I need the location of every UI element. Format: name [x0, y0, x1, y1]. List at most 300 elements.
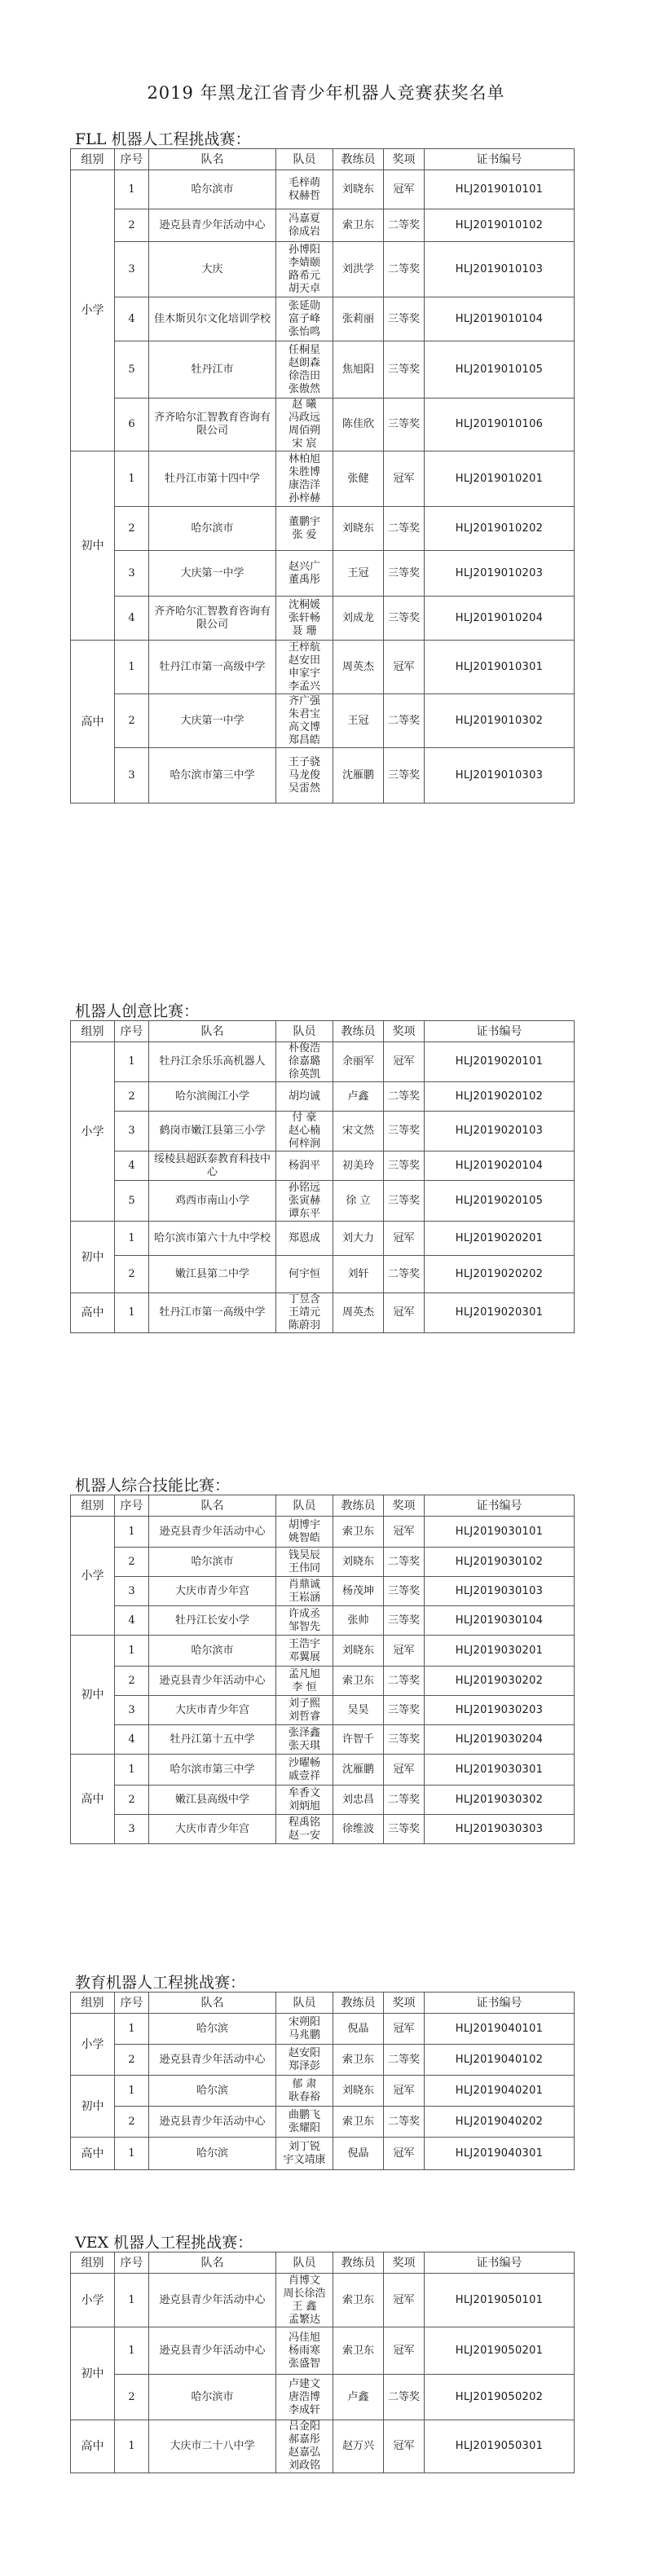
members-cell: [276, 1112, 333, 1151]
award-table: [70, 148, 575, 804]
cert-cell: HLJ2019010101: [425, 170, 575, 209]
cert-cell: HLJ2019030302: [425, 1786, 575, 1815]
member-name: 赵嘉弘: [288, 2446, 320, 2459]
member-name: 邹智先: [288, 1620, 320, 1633]
table-row: [71, 399, 575, 451]
member-name: 富子峰: [288, 312, 320, 325]
team-cell: 哈尔滨闽江小学: [149, 1082, 276, 1112]
group-cell: 初中: [71, 2327, 115, 2420]
member-name: 肖鼎诚: [288, 1578, 320, 1591]
member-name: 张傲然: [288, 382, 320, 395]
table-row: [71, 1667, 575, 1696]
award-cell: 三等奖: [384, 1815, 425, 1844]
team-cell: 牡丹江余乐乐高机器人: [149, 1042, 276, 1082]
member-name: 冯佳旭: [288, 2331, 320, 2344]
no-cell: 5: [115, 1181, 149, 1222]
table-header-row: [71, 149, 575, 170]
member-name: 周长徐浩: [283, 2287, 326, 2300]
members-cell: [276, 748, 333, 804]
cert-cell: HLJ2019010204: [425, 597, 575, 641]
member-name: 张盛智: [288, 2357, 320, 2370]
cert-cell: HLJ2019030301: [425, 1755, 575, 1786]
table-row: [71, 2327, 575, 2375]
team-cell: 牡丹江市第十四中学: [149, 451, 276, 507]
award-cell: 三等奖: [384, 341, 425, 399]
team-header: 队名: [149, 149, 276, 170]
member-name: 李婧颐: [288, 256, 320, 269]
table-row: [71, 1815, 575, 1844]
award-cell: 冠军: [384, 2420, 425, 2473]
no-header: 序号: [115, 2252, 149, 2274]
coach-cell: 刘晓东: [333, 1548, 384, 1577]
cert-cell: HLJ2019030201: [425, 1636, 575, 1667]
cert-cell: HLJ2019020102: [425, 1082, 575, 1112]
award-header: 奖项: [384, 2252, 425, 2274]
member-name: 徐成岩: [288, 225, 320, 238]
coach-cell: 索卫东: [333, 2274, 384, 2327]
members-cell: [276, 341, 333, 399]
member-name: 孙梓赫: [288, 491, 320, 504]
team-cell: 逊克县青少年活动中心: [149, 2327, 276, 2375]
award-cell: 冠军: [384, 641, 425, 694]
coach-cell: 刘晓东: [333, 170, 384, 209]
member-name: 刘丁锐: [288, 2140, 320, 2153]
award-cell: 二等奖: [384, 2045, 425, 2076]
award-cell: 二等奖: [384, 507, 425, 551]
member-name: 胡均诚: [288, 1090, 320, 1103]
team-cell: 哈尔滨市: [149, 2375, 276, 2420]
no-cell: 2: [115, 694, 149, 748]
member-name: 冯嘉夏: [288, 212, 320, 225]
award-cell: 三等奖: [384, 1696, 425, 1725]
table-row: [71, 341, 575, 399]
table-row: [71, 2076, 575, 2107]
award-cell: 三等奖: [384, 1725, 425, 1755]
award-cell: 三等奖: [384, 1151, 425, 1181]
members-cell: [276, 242, 333, 297]
table-row: [71, 2375, 575, 2420]
table-row: [71, 1577, 575, 1606]
coach-cell: 沈雁鹏: [333, 1755, 384, 1786]
coach-cell: 徐 立: [333, 1181, 384, 1222]
member-name: 张怡鸣: [288, 325, 320, 338]
coach-cell: 刘晓东: [333, 507, 384, 551]
member-name: 郑泽彭: [288, 2059, 320, 2072]
coach-cell: 杨茂坤: [333, 1577, 384, 1606]
members-header: 队员: [276, 149, 333, 170]
section-heading: 教育机器人工程挑战赛：: [75, 1974, 246, 1992]
no-cell: 3: [115, 1815, 149, 1844]
member-name: 徐嘉璐: [288, 1055, 320, 1068]
member-name: 张 爱: [292, 528, 317, 541]
member-name: 刘哲睿: [288, 1710, 320, 1723]
team-cell: 哈尔滨市第三中学: [149, 748, 276, 804]
coach-cell: 张莉丽: [333, 297, 384, 341]
members-cell: [276, 2107, 333, 2138]
member-name: 李 恒: [292, 1680, 317, 1693]
coach-cell: 吴昊: [333, 1696, 384, 1725]
cert-cell: HLJ2019020101: [425, 1042, 575, 1082]
member-name: 张耀阳: [288, 2121, 320, 2134]
group-header: 组别: [71, 149, 115, 170]
team-cell: 哈尔滨市: [149, 170, 276, 209]
team-cell: 逊克县青少年活动中心: [149, 1517, 276, 1548]
group-header: 组别: [71, 1993, 115, 2014]
member-name: 赵心楠: [288, 1125, 320, 1137]
cert-cell: HLJ2019010202: [425, 507, 575, 551]
coach-cell: 赵万兴: [333, 2420, 384, 2473]
member-name: 卢建文: [288, 2377, 320, 2390]
table-row: [71, 551, 575, 597]
members-cell: [276, 2045, 333, 2076]
members-cell: [276, 1667, 333, 1696]
member-name: 朴俊浩: [288, 1042, 320, 1055]
award-cell: 冠军: [384, 2327, 425, 2375]
group-cell: 小学: [71, 1042, 115, 1222]
table-row: [71, 451, 575, 507]
cert-cell: HLJ2019030303: [425, 1815, 575, 1844]
member-name: 徐浩田: [288, 369, 320, 382]
coach-cell: 索卫东: [333, 209, 384, 242]
cert-cell: HLJ2019010106: [425, 399, 575, 451]
member-name: 朱君宝: [288, 707, 320, 720]
award-cell: 三等奖: [384, 1577, 425, 1606]
award-cell: 冠军: [384, 1293, 425, 1333]
team-cell: 佳木斯贝尔文化培训学校: [149, 297, 276, 341]
no-cell: 1: [115, 2014, 149, 2045]
no-cell: 2: [115, 2375, 149, 2420]
member-name: 林柏旭: [288, 452, 320, 465]
table-header-row: [71, 1993, 575, 2014]
coach-cell: 余丽军: [333, 1042, 384, 1082]
cert-cell: HLJ2019010302: [425, 694, 575, 748]
coach-cell: 倪晶: [333, 2138, 384, 2170]
member-name: 路希元: [288, 269, 320, 282]
table-row: [71, 1082, 575, 1112]
member-name: 康浩洋: [288, 478, 320, 491]
member-name: 程禹铭: [288, 1816, 320, 1829]
table-row: [71, 1293, 575, 1333]
member-name: 董禹彤: [288, 573, 320, 586]
award-cell: 冠军: [384, 2274, 425, 2327]
table-header-row: [71, 1021, 575, 1042]
team-cell: 齐齐哈尔汇智教育咨询有限公司: [149, 399, 276, 451]
member-name: 曲鹏飞: [288, 2108, 320, 2121]
member-name: 马龙俊: [288, 768, 320, 782]
cert-cell: HLJ2019020201: [425, 1222, 575, 1256]
team-cell: 齐齐哈尔汇智教育咨询有限公司: [149, 597, 276, 641]
no-header: 序号: [115, 149, 149, 170]
no-cell: 3: [115, 1112, 149, 1151]
member-name: 李成轩: [288, 2403, 320, 2416]
cert-cell: HLJ2019040202: [425, 2107, 575, 2138]
member-name: 赵一安: [288, 1829, 320, 1842]
award-cell: 冠军: [384, 1755, 425, 1786]
team-cell: 逊克县青少年活动中心: [149, 2274, 276, 2327]
table-row: [71, 597, 575, 641]
award-cell: 三等奖: [384, 748, 425, 804]
coach-header: 教练员: [333, 149, 384, 170]
members-header: 队员: [276, 2252, 333, 2274]
team-cell: 大庆: [149, 242, 276, 297]
cert-cell: HLJ2019050201: [425, 2327, 575, 2375]
team-cell: 鸡西市南山小学: [149, 1181, 276, 1222]
member-name: 肖博文: [288, 2274, 320, 2287]
member-name: 周佰朔: [288, 425, 320, 437]
member-name: 丁昱含: [288, 1293, 320, 1306]
coach-cell: 焦旭阳: [333, 341, 384, 399]
award-cell: 三等奖: [384, 399, 425, 451]
table-row: [71, 1725, 575, 1755]
group-cell: 高中: [71, 2420, 115, 2473]
table-row: [71, 694, 575, 748]
award-cell: 二等奖: [384, 1082, 425, 1112]
no-cell: 3: [115, 242, 149, 297]
team-cell: 牡丹江市第一高级中学: [149, 1293, 276, 1333]
no-cell: 2: [115, 507, 149, 551]
coach-cell: 刘洪学: [333, 242, 384, 297]
no-header: 序号: [115, 1993, 149, 2014]
coach-cell: 周英杰: [333, 641, 384, 694]
cert-cell: HLJ2019010301: [425, 641, 575, 694]
award-cell: 冠军: [384, 2076, 425, 2107]
member-name: 郑昌皓: [288, 733, 320, 746]
member-name: 杨润平: [288, 1159, 320, 1172]
cert-cell: HLJ2019030104: [425, 1606, 575, 1636]
no-cell: 1: [115, 641, 149, 694]
members-header: 队员: [276, 1993, 333, 2014]
members-cell: [276, 2327, 333, 2375]
coach-cell: 沈雁鹏: [333, 748, 384, 804]
no-cell: 1: [115, 1222, 149, 1256]
members-cell: [276, 1293, 333, 1333]
group-header: 组别: [71, 1021, 115, 1042]
team-cell: 大庆市二十八中学: [149, 2420, 276, 2473]
team-cell: 牡丹江长安小学: [149, 1606, 276, 1636]
group-cell: 初中: [71, 1636, 115, 1755]
cert-cell: HLJ2019040201: [425, 2076, 575, 2107]
group-cell: 小学: [71, 2274, 115, 2327]
no-cell: 2: [115, 2107, 149, 2138]
award-cell: 冠军: [384, 1517, 425, 1548]
members-cell: [276, 1577, 333, 1606]
cert-cell: HLJ2019030101: [425, 1517, 575, 1548]
group-cell: 高中: [71, 1755, 115, 1844]
no-cell: 2: [115, 1667, 149, 1696]
team-cell: 牡丹江第十五中学: [149, 1725, 276, 1755]
no-cell: 6: [115, 399, 149, 451]
award-cell: 二等奖: [384, 1256, 425, 1293]
table-row: [71, 1548, 575, 1577]
award-header: 奖项: [384, 1021, 425, 1042]
no-cell: 1: [115, 2420, 149, 2473]
members-cell: [276, 297, 333, 341]
member-name: 张寅赫: [288, 1194, 320, 1207]
team-header: 队名: [149, 1993, 276, 2014]
no-cell: 2: [115, 1256, 149, 1293]
coach-cell: 徐维波: [333, 1815, 384, 1844]
team-cell: 鹤岗市嫩江县第三小学: [149, 1112, 276, 1151]
group-header: 组别: [71, 2252, 115, 2274]
group-cell: 高中: [71, 641, 115, 804]
team-cell: 哈尔滨市第三中学: [149, 1755, 276, 1786]
award-cell: 冠军: [384, 1636, 425, 1667]
cert-cell: HLJ2019010102: [425, 209, 575, 242]
member-name: 张轩畅: [288, 611, 320, 624]
member-name: 姚智皓: [288, 1531, 320, 1544]
award-cell: 二等奖: [384, 694, 425, 748]
member-name: 王浩宇: [288, 1637, 320, 1650]
table-row: [71, 2138, 575, 2170]
members-header: 队员: [276, 1495, 333, 1517]
team-cell: 哈尔滨市: [149, 1548, 276, 1577]
team-cell: 逊克县青少年活动中心: [149, 2045, 276, 2076]
table-row: [71, 1256, 575, 1293]
cert-header: 证书编号: [425, 1993, 575, 2014]
member-name: 赵安阳: [288, 2046, 320, 2059]
member-name: 孟繁达: [288, 2313, 320, 2326]
member-name: 李孟兴: [288, 680, 320, 693]
coach-cell: 倪晶: [333, 2014, 384, 2045]
table-row: [71, 748, 575, 804]
members-cell: [276, 209, 333, 242]
section-heading: 机器人创意比赛：: [75, 1002, 200, 1020]
member-name: 郝嘉彤: [288, 2433, 320, 2446]
award-cell: 冠军: [384, 2014, 425, 2045]
members-cell: [276, 2274, 333, 2327]
team-cell: 哈尔滨: [149, 2076, 276, 2107]
no-cell: 4: [115, 297, 149, 341]
no-cell: 1: [115, 2076, 149, 2107]
no-cell: 1: [115, 1755, 149, 1786]
member-name: 赵安田: [288, 654, 320, 667]
cert-cell: HLJ2019010303: [425, 748, 575, 804]
group-cell: 初中: [71, 1222, 115, 1293]
no-cell: 1: [115, 2274, 149, 2327]
no-cell: 4: [115, 1151, 149, 1181]
team-cell: 大庆第一中学: [149, 551, 276, 597]
members-cell: [276, 2375, 333, 2420]
member-name: 孟凡旭: [288, 1667, 320, 1680]
team-cell: 大庆市青少年宫: [149, 1696, 276, 1725]
group-cell: 小学: [71, 2014, 115, 2076]
group-header: 组别: [71, 1495, 115, 1517]
table-row: [71, 2420, 575, 2473]
team-cell: 牡丹江市: [149, 341, 276, 399]
member-name: 杨雨寒: [288, 2344, 320, 2357]
table-row: [71, 1222, 575, 1256]
table-row: [71, 2014, 575, 2045]
no-cell: 1: [115, 2327, 149, 2375]
group-cell: 高中: [71, 1293, 115, 1333]
award-header: 奖项: [384, 149, 425, 170]
member-name: 刘炳旭: [288, 1799, 320, 1812]
team-cell: 逊克县青少年活动中心: [149, 1667, 276, 1696]
award-cell: 三等奖: [384, 297, 425, 341]
no-cell: 2: [115, 2045, 149, 2076]
member-name: 胡天卓: [288, 282, 320, 295]
team-cell: 哈尔滨: [149, 2138, 276, 2170]
table-row: [71, 1696, 575, 1725]
no-cell: 5: [115, 341, 149, 399]
member-name: 陈蔚羽: [288, 1319, 320, 1332]
coach-cell: 卢鑫: [333, 2375, 384, 2420]
member-name: 吴雷然: [288, 782, 320, 795]
no-cell: 1: [115, 1293, 149, 1333]
table-header-row: [71, 1495, 575, 1517]
coach-cell: 陈佳欣: [333, 399, 384, 451]
member-name: 宇文靖康: [283, 2153, 326, 2166]
table-row: [71, 1755, 575, 1786]
award-cell: 二等奖: [384, 1667, 425, 1696]
member-name: 王靖元: [288, 1306, 320, 1319]
members-cell: [276, 399, 333, 451]
no-cell: 1: [115, 451, 149, 507]
coach-cell: 初美玲: [333, 1151, 384, 1181]
member-name: 邓翼展: [288, 1650, 320, 1663]
coach-cell: 卢鑫: [333, 1082, 384, 1112]
no-cell: 1: [115, 1636, 149, 1667]
no-cell: 3: [115, 551, 149, 597]
member-name: 谭东平: [288, 1207, 320, 1220]
table-row: [71, 209, 575, 242]
team-cell: 大庆第一中学: [149, 694, 276, 748]
members-cell: [276, 694, 333, 748]
member-name: 戚壹祥: [288, 1769, 320, 1782]
table-header-row: [71, 2252, 575, 2274]
table-row: [71, 1636, 575, 1667]
member-name: 钱昊辰: [288, 1548, 320, 1561]
coach-cell: 索卫东: [333, 2327, 384, 2375]
member-name: 许成丞: [288, 1607, 320, 1620]
coach-cell: 刘成龙: [333, 597, 384, 641]
award-cell: 二等奖: [384, 1548, 425, 1577]
members-cell: [276, 1222, 333, 1256]
award-cell: 三等奖: [384, 1606, 425, 1636]
member-name: 马兆鹏: [288, 2028, 320, 2041]
award-cell: 冠军: [384, 1222, 425, 1256]
member-name: 郑恩成: [288, 1231, 320, 1244]
cert-header: 证书编号: [425, 149, 575, 170]
member-name: 孙铭远: [288, 1181, 320, 1194]
member-name: 毛梓萌: [288, 176, 320, 189]
members-cell: [276, 1082, 333, 1112]
table-row: [71, 1786, 575, 1815]
cert-cell: HLJ2019020105: [425, 1181, 575, 1222]
member-name: 朱胜博: [288, 465, 320, 478]
award-cell: 二等奖: [384, 1786, 425, 1815]
member-name: 赵兴广: [288, 560, 320, 573]
members-cell: [276, 1725, 333, 1755]
member-name: 胡博宇: [288, 1518, 320, 1531]
team-cell: 大庆市青少年宫: [149, 1815, 276, 1844]
member-name: 齐广强: [288, 694, 320, 707]
coach-header: 教练员: [333, 2252, 384, 2274]
no-cell: 3: [115, 1696, 149, 1725]
member-name: 刘政铭: [288, 2459, 320, 2472]
member-name: 付 豪: [292, 1112, 317, 1124]
cert-header: 证书编号: [425, 1495, 575, 1517]
no-cell: 3: [115, 1577, 149, 1606]
cert-cell: HLJ2019040301: [425, 2138, 575, 2170]
cert-cell: HLJ2019010201: [425, 451, 575, 507]
coach-header: 教练员: [333, 1021, 384, 1042]
no-header: 序号: [115, 1495, 149, 1517]
cert-cell: HLJ2019010105: [425, 341, 575, 399]
no-cell: 4: [115, 1606, 149, 1636]
table-row: [71, 1151, 575, 1181]
table-row: [71, 242, 575, 297]
